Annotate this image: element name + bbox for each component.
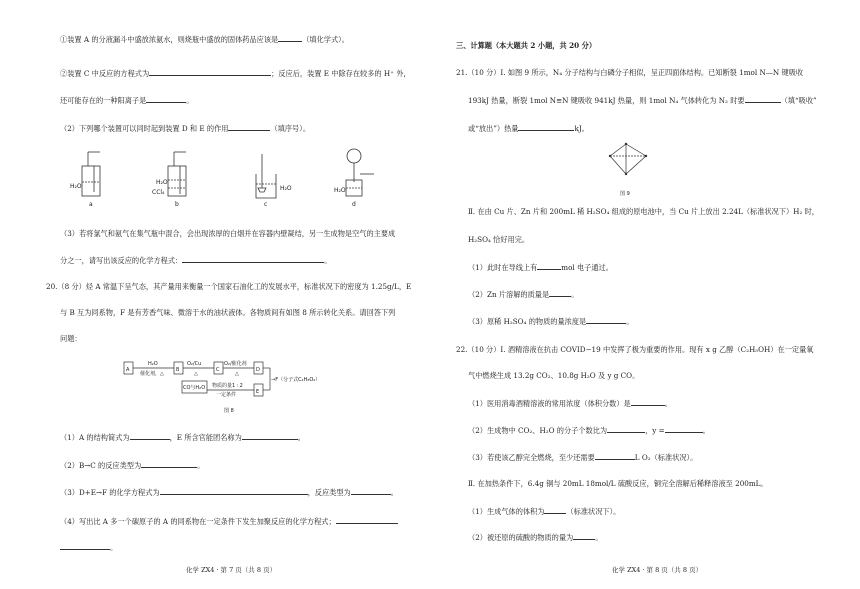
arrow-label: 催化剂，△ [140,371,164,377]
q-line: 问题： [60,334,82,343]
q-line: 还可能存在的一种阳离子是 。 [60,96,194,105]
label-b: b [175,201,179,208]
q-line: （1）A 的结构简式为 ，E 所含官能团名称为 。 [60,433,305,442]
label-a: a [89,201,93,208]
h2o-label: H₂O [70,183,82,190]
q-line: （2）B→C 的反应类型为 。 [60,461,205,470]
q-line: （4）写出比 A 多一个碳原子的 A 的同系物在一定条件下发生加聚反应的化学方程式； [60,516,398,526]
arrow-label: O₂/Cu [187,361,202,367]
q-line: ①装置 A 的分液漏斗中盛放浓氨水，则烧瓶中盛放的固体药品应该是 （填化学式）。 [60,35,349,44]
apparatus-figure [70,144,400,210]
arrow-label: 物质的量1 ∶ 2 [212,383,243,389]
figure-caption: 图 8 [224,408,234,414]
q-line: 193kJ 热量，断裂 1mol N≡N 键吸收 941kJ 热量，则 1mol N₄ 气体转化为 N₂ 时要 （填“吸收” [468,96,817,105]
q-line: 或“放出”）热量 kJ。 [468,124,589,133]
question-20: 20.（8 分）烃 A 常温下呈气态，其产量用来衡量一个国家石油化工的发展水平，标准状况下的密度为 1.25g/L，E [46,282,412,291]
node-c: C [216,367,220,373]
node-b: B [176,367,180,373]
q-line: 。 [60,542,117,552]
q-line: ②装置 C 中反应的方程式为 ；反应后，装置 E 中除存在较多的 H⁺ 外， [60,69,411,78]
section-title: 三、计算题（本大题共 2 小题，共 20 分） [456,41,597,50]
node-e: E [256,389,260,395]
label-d: d [352,201,356,208]
q-line: 气中燃烧生成 13.2g CO₂、10.8g H₂O 及 y g CO。 [468,371,640,380]
q-line: Ⅱ. 在加热条件下，6.4g 铜与 20mL 18mol/L 硫酸反应，铜完全溶解后稀释溶液至 200mL。 [468,479,768,488]
q-line: 分之一，请写出该反应的化学方程式： 。 [60,256,332,265]
arrow-label: △ [235,371,239,377]
product-label: →F（分子式C₄H₈O₂） [271,377,321,383]
figure-9-tetrahedron [604,142,654,200]
arrow-label: H₂O [148,361,158,367]
page-footer: 化学 ZX4 · 第 7 页（共 8 页） [186,566,277,574]
q-line: （3）D+E→F 的化学方程式为 ，反应类型为 。 [60,488,398,497]
q-line: （3）若使该乙醇完全燃烧，至少还需要 L O₂（标准状况）。 [468,453,698,462]
q-line: （2）生成物中 CO₂、H₂O 的分子个数比为 ，y = 。 [468,426,710,435]
figure-caption: 图 9 [620,191,630,197]
h2o-label: H₂O [334,187,346,194]
h2o-label: H₂O [280,185,292,192]
figure-8-flowchart [120,354,360,416]
node-a: A [126,367,130,373]
label-c: c [264,201,268,208]
q-line: （2）Zn 片溶解的质量是 。 [468,290,579,299]
arrow-label: △ [194,371,198,377]
q-line: （1）此时在导线上有 mol 电子通过。 [468,263,613,272]
q-line: （3）若将氯气和氨气在集气瓶中混合，会出现浓厚的白烟并在容器内壁凝结，另一生成物是空气的主要成 [60,229,396,238]
q-line: Ⅱ. 在由 Cu 片、Zn 片和 200mL 稀 H₂SO₄ 组成的原电池中，当 Cu 片上放出 2.24L（标准状况下）H₂ 时， [468,207,819,216]
q-line: H₂SO₄ 恰好用完。 [468,235,530,244]
q-line: （2）下列哪个装置可以同时起到装置 D 和 E 的作用 （填序号）。 [60,124,311,133]
q-line: （2）被还原的硫酸的物质的量为 。 [468,533,603,542]
q-line: （3）原稀 H₂SO₄ 的物质的量浓度是 。 [468,317,634,326]
h2o-label: H₂O [156,179,168,186]
ccl4-label: CCl₄ [152,189,165,196]
node-d: D [256,367,260,373]
q-line: （1）生成气体的体积为 （标准状况下）。 [468,507,621,516]
arrow-label: O₂/催化剂 [224,361,247,367]
q-line: 与 B 互为同系物，F 是有芳香气味、微溶于水的油状液体。各物质间有如图 8 所示转化关系。请回答下列 [60,308,396,317]
co-box-label: CO与H₂O [183,385,206,391]
question-22: 22.（10 分）Ⅰ. 酒精溶液在抗击 COVID−19 中发挥了极为重要的作用。现有 x g 乙醇（C₂H₅OH）在一定量氧 [456,345,814,354]
question-21: 21.（10 分）Ⅰ. 如图 9 所示，N₄ 分子结构与白磷分子相似，呈正四面体结构。已知断裂 1mol N—N 键吸收 [456,68,804,77]
page-footer: 化学 ZX4 · 第 8 页（共 8 页） [612,566,703,574]
q-line: （1）医用消毒酒精溶液的常用浓度（体积分数）是 。 [468,399,672,408]
arrow-label: 一定条件 [216,392,237,398]
